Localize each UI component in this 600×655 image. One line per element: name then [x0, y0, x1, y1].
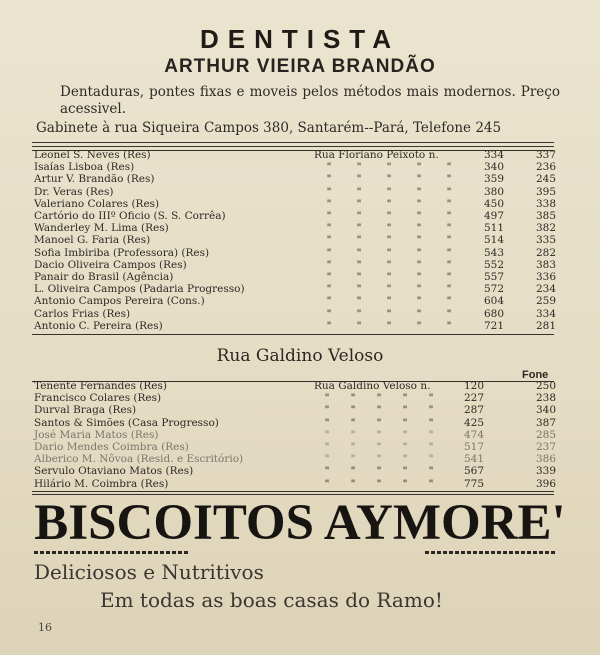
ditto-mark: " — [416, 246, 422, 259]
ditto-marks — [314, 404, 444, 416]
ditto-mark: " — [428, 477, 434, 490]
ditto-mark: " — [386, 197, 392, 210]
table-row — [34, 429, 556, 441]
ditto-mark: " — [386, 246, 392, 259]
subscriber-name: Francisco Colares (Res) — [34, 392, 162, 405]
ditto-mark: " — [376, 392, 382, 405]
tagline-primary: Deliciosos e Nutritivos — [34, 560, 264, 584]
street-number: 380 — [483, 185, 504, 198]
ditto-mark: " — [356, 210, 362, 223]
phone-number: 335 — [535, 234, 556, 247]
ditto-mark: " — [324, 404, 330, 417]
subscriber-name: Wanderley M. Lima (Res) — [34, 222, 169, 235]
ditto-marks — [314, 453, 444, 465]
street-number: 474 — [463, 428, 484, 441]
subscriber-name: José Maria Matos (Res) — [34, 428, 159, 441]
ditto-mark: " — [416, 319, 422, 332]
ditto-marks — [314, 210, 464, 222]
subscriber-name: Cartório do IIIº Oficio (S. S. Corrêa) — [34, 210, 226, 223]
phone-number: 234 — [535, 283, 556, 296]
ad-address: Gabinete à rua Siqueira Campos 380, Santarém--Pará, Telefone 245 — [36, 120, 502, 136]
ditto-marks — [314, 429, 444, 441]
ditto-mark: " — [376, 477, 382, 490]
ditto-mark: " — [326, 270, 332, 283]
phone-number: 387 — [535, 416, 556, 429]
subscriber-name: Isaías Lisboa (Res) — [34, 161, 135, 174]
ditto-mark: " — [446, 210, 452, 223]
ditto-mark: " — [402, 465, 408, 478]
ditto-mark: " — [356, 222, 362, 235]
ditto-mark: " — [402, 453, 408, 466]
ditto-mark: " — [376, 428, 382, 441]
ditto-mark: " — [324, 441, 330, 454]
ditto-mark: " — [402, 392, 408, 405]
subscriber-name: Alberico M. Nôvoa (Resid. e Escritório) — [34, 453, 244, 466]
subscriber-name: Dacio Oliveira Campos (Res) — [34, 258, 187, 271]
ditto-mark: " — [324, 477, 330, 490]
table-row — [34, 307, 556, 319]
phone-number: 237 — [535, 441, 556, 454]
subscriber-name: Tenente Fernandes (Res) — [34, 380, 168, 393]
ditto-marks — [314, 222, 464, 234]
subscriber-name: L. Oliveira Campos (Padaria Progresso) — [34, 283, 245, 296]
street-number: 425 — [463, 416, 484, 429]
phone-number: 259 — [535, 295, 556, 308]
ditto-marks — [314, 186, 464, 198]
ditto-mark: " — [446, 283, 452, 296]
ditto-mark: " — [376, 416, 382, 429]
table-row — [34, 149, 556, 161]
biscuit-brand-headline: BISCOITOS AYMORE' — [34, 495, 566, 551]
street-number: 604 — [483, 295, 504, 308]
ad-title: DENTISTA — [199, 24, 401, 54]
subscriber-name: Manoel G. Faria (Res) — [34, 234, 151, 247]
ditto-mark: " — [356, 234, 362, 247]
ditto-marks — [314, 392, 444, 404]
subscriber-name: Leonel S. Neves (Res) — [34, 149, 151, 162]
tagline-secondary: Em todas as boas casas do Ramo! — [100, 588, 443, 612]
ditto-mark: " — [416, 295, 422, 308]
phone-number: 281 — [535, 319, 556, 332]
ditto-mark: " — [356, 197, 362, 210]
ditto-mark: " — [356, 270, 362, 283]
table-row — [34, 283, 556, 295]
ditto-mark: " — [324, 416, 330, 429]
street-number: 120 — [463, 380, 484, 393]
table-row — [34, 441, 556, 453]
table-row — [34, 222, 556, 234]
subscriber-name: Dario Mendes Coimbra (Res) — [34, 441, 189, 454]
ditto-marks — [314, 234, 464, 246]
street-address: Rua Floriano Peixoto n. — [314, 149, 439, 162]
ditto-mark: " — [376, 453, 382, 466]
ditto-mark: " — [324, 392, 330, 405]
ditto-marks — [314, 417, 444, 429]
ditto-marks — [314, 247, 464, 259]
ditto-mark: " — [376, 441, 382, 454]
street-number: 775 — [463, 477, 484, 490]
subscriber-name: Panair do Brasil (Agência) — [34, 270, 174, 283]
ditto-mark: " — [386, 295, 392, 308]
ditto-mark: " — [356, 307, 362, 320]
ditto-marks — [314, 295, 464, 307]
ditto-mark: " — [350, 441, 356, 454]
ditto-mark: " — [402, 416, 408, 429]
ditto-mark: " — [446, 246, 452, 259]
street-address: Rua Galdino Veloso n. — [314, 380, 431, 393]
ad-description: Dentaduras, pontes fixas e moveis pelos métodos mais modernos. Preço acessivel. — [60, 84, 560, 117]
ditto-marks — [314, 478, 444, 490]
dashed-rule-left — [34, 551, 188, 554]
street-number: 287 — [463, 404, 484, 417]
ditto-mark: " — [350, 465, 356, 478]
ditto-mark: " — [356, 283, 362, 296]
table-row — [34, 186, 556, 198]
street-number: 543 — [483, 246, 504, 259]
table-row — [34, 271, 556, 283]
subscriber-name: Dr. Veras (Res) — [34, 185, 114, 198]
phone-number: 236 — [535, 161, 556, 174]
phone-number: 383 — [535, 258, 556, 271]
table-row — [34, 247, 556, 259]
phone-number: 385 — [535, 210, 556, 223]
table-row — [34, 234, 556, 246]
ditto-mark: " — [386, 173, 392, 186]
ditto-mark: " — [402, 428, 408, 441]
ditto-mark: " — [446, 234, 452, 247]
table-row — [34, 465, 556, 477]
street-number: 227 — [463, 392, 484, 405]
ditto-mark: " — [356, 319, 362, 332]
table-row — [34, 198, 556, 210]
ditto-mark: " — [428, 392, 434, 405]
ditto-mark: " — [326, 246, 332, 259]
ditto-mark: " — [446, 173, 452, 186]
ditto-mark: " — [326, 234, 332, 247]
ditto-mark: " — [446, 258, 452, 271]
ditto-mark: " — [416, 197, 422, 210]
ditto-mark: " — [326, 222, 332, 235]
ditto-mark: " — [402, 477, 408, 490]
ditto-mark: " — [326, 283, 332, 296]
street-number: 450 — [483, 197, 504, 210]
ditto-marks — [314, 283, 464, 295]
ditto-mark: " — [356, 185, 362, 198]
top-double-rule — [32, 142, 554, 147]
subscriber-name: Sofia Imbiriba (Professora) (Res) — [34, 246, 210, 259]
ditto-mark: " — [446, 319, 452, 332]
ditto-mark: " — [386, 234, 392, 247]
subscriber-name: Hilário M. Coimbra (Res) — [34, 477, 169, 490]
subscriber-name: Durval Braga (Res) — [34, 404, 137, 417]
ditto-mark: " — [428, 428, 434, 441]
phone-number: 250 — [535, 380, 556, 393]
ditto-mark: " — [416, 173, 422, 186]
phone-number: 338 — [535, 197, 556, 210]
phone-number: 396 — [535, 477, 556, 490]
ditto-mark: " — [350, 428, 356, 441]
street-number: 334 — [483, 149, 504, 162]
phone-number: 336 — [535, 270, 556, 283]
table-row — [34, 210, 556, 222]
ditto-mark: " — [326, 210, 332, 223]
street-number: 359 — [483, 173, 504, 186]
ditto-mark: " — [428, 416, 434, 429]
table-row — [34, 392, 556, 404]
ditto-mark: " — [324, 453, 330, 466]
phone-number: 282 — [535, 246, 556, 259]
table-row — [34, 453, 556, 465]
table-row — [34, 173, 556, 185]
phone-number: 238 — [535, 392, 556, 405]
subscriber-name: Santos & Simões (Casa Progresso) — [34, 416, 219, 429]
ditto-mark: " — [350, 453, 356, 466]
street-number: 552 — [483, 258, 504, 271]
street-number: 572 — [483, 283, 504, 296]
street-number: 497 — [483, 210, 504, 223]
ditto-mark: " — [446, 161, 452, 174]
ditto-mark: " — [324, 428, 330, 441]
street-number: 514 — [483, 234, 504, 247]
street-number: 511 — [483, 222, 504, 235]
phone-number: 382 — [535, 222, 556, 235]
ditto-mark: " — [416, 258, 422, 271]
ditto-mark: " — [428, 441, 434, 454]
phone-number: 337 — [535, 149, 556, 162]
ditto-mark: " — [386, 307, 392, 320]
ditto-mark: " — [416, 307, 422, 320]
ditto-mark: " — [386, 222, 392, 235]
ditto-marks — [314, 259, 464, 271]
phone-number: 386 — [535, 453, 556, 466]
table-row — [34, 259, 556, 271]
ditto-mark: " — [416, 283, 422, 296]
street-number: 541 — [463, 453, 484, 466]
ditto-mark: " — [386, 185, 392, 198]
ditto-marks — [314, 173, 464, 185]
ditto-mark: " — [350, 416, 356, 429]
ditto-marks — [314, 465, 444, 477]
ditto-mark: " — [326, 295, 332, 308]
ditto-mark: " — [386, 270, 392, 283]
ditto-mark: " — [350, 392, 356, 405]
ditto-mark: " — [356, 161, 362, 174]
phone-number: 340 — [535, 404, 556, 417]
ditto-mark: " — [376, 404, 382, 417]
phone-number: 285 — [535, 428, 556, 441]
ditto-mark: " — [446, 307, 452, 320]
street-number: 340 — [483, 161, 504, 174]
ditto-mark: " — [326, 173, 332, 186]
ditto-mark: " — [416, 210, 422, 223]
subscriber-name: Antonio Campos Pereira (Cons.) — [34, 295, 205, 308]
ditto-marks — [314, 320, 464, 332]
ditto-mark: " — [356, 295, 362, 308]
ditto-mark: " — [402, 441, 408, 454]
page-number: 16 — [38, 621, 52, 634]
subscriber-name: Valeriano Colares (Res) — [34, 197, 160, 210]
ditto-mark: " — [428, 453, 434, 466]
phone-number: 245 — [535, 173, 556, 186]
street-number: 517 — [463, 441, 484, 454]
ditto-mark: " — [446, 185, 452, 198]
ditto-mark: " — [386, 210, 392, 223]
section1-listing — [34, 149, 556, 332]
ad-dentist-name: ARTHUR VIEIRA BRANDÃO — [164, 56, 436, 77]
table-row — [34, 417, 556, 429]
fone-column-header: Fone — [522, 369, 549, 381]
ditto-mark: " — [326, 258, 332, 271]
table-row — [34, 380, 556, 392]
ditto-mark: " — [356, 246, 362, 259]
street-number: 721 — [483, 319, 504, 332]
ditto-marks — [314, 161, 464, 173]
ditto-mark: " — [356, 258, 362, 271]
ditto-marks — [314, 307, 464, 319]
section2-title: Rua Galdino Veloso — [216, 346, 384, 366]
ditto-mark: " — [386, 258, 392, 271]
table-row — [34, 478, 556, 490]
table-row — [34, 295, 556, 307]
phone-number: 339 — [535, 465, 556, 478]
ditto-mark: " — [428, 404, 434, 417]
ditto-marks — [314, 441, 444, 453]
ditto-mark: " — [416, 185, 422, 198]
ditto-mark: " — [416, 161, 422, 174]
ditto-mark: " — [416, 270, 422, 283]
table-row — [34, 404, 556, 416]
ditto-mark: " — [446, 222, 452, 235]
section1-bottom-rule — [32, 334, 554, 335]
ditto-mark: " — [416, 222, 422, 235]
ditto-mark: " — [326, 161, 332, 174]
street-number: 557 — [483, 270, 504, 283]
ditto-mark: " — [446, 295, 452, 308]
ditto-marks — [314, 198, 464, 210]
subscriber-name: Antonio C. Pereira (Res) — [34, 319, 163, 332]
ditto-mark: " — [326, 307, 332, 320]
ditto-mark: " — [446, 197, 452, 210]
ditto-mark: " — [402, 404, 408, 417]
ditto-mark: " — [428, 465, 434, 478]
ditto-mark: " — [446, 270, 452, 283]
table-row — [34, 161, 556, 173]
subscriber-name: Servulo Otaviano Matos (Res) — [34, 465, 194, 478]
subscriber-name: Carlos Frias (Res) — [34, 307, 131, 320]
ditto-marks — [314, 271, 464, 283]
subscriber-name: Artur V. Brandão (Res) — [34, 173, 155, 186]
ditto-mark: " — [326, 319, 332, 332]
phone-number: 334 — [535, 307, 556, 320]
section2-listing — [34, 380, 556, 490]
ditto-mark: " — [386, 283, 392, 296]
ditto-mark: " — [324, 465, 330, 478]
ditto-mark: " — [386, 161, 392, 174]
ditto-mark: " — [356, 173, 362, 186]
street-number: 680 — [483, 307, 504, 320]
ditto-mark: " — [326, 197, 332, 210]
table-row — [34, 320, 556, 332]
ditto-mark: " — [376, 465, 382, 478]
ditto-mark: " — [386, 319, 392, 332]
ditto-mark: " — [350, 477, 356, 490]
phone-number: 395 — [535, 185, 556, 198]
ditto-mark: " — [416, 234, 422, 247]
street-number: 567 — [463, 465, 484, 478]
ditto-mark: " — [350, 404, 356, 417]
ditto-mark: " — [326, 185, 332, 198]
section2-bottom-rule — [32, 491, 554, 492]
dashed-rule-right — [425, 551, 555, 554]
